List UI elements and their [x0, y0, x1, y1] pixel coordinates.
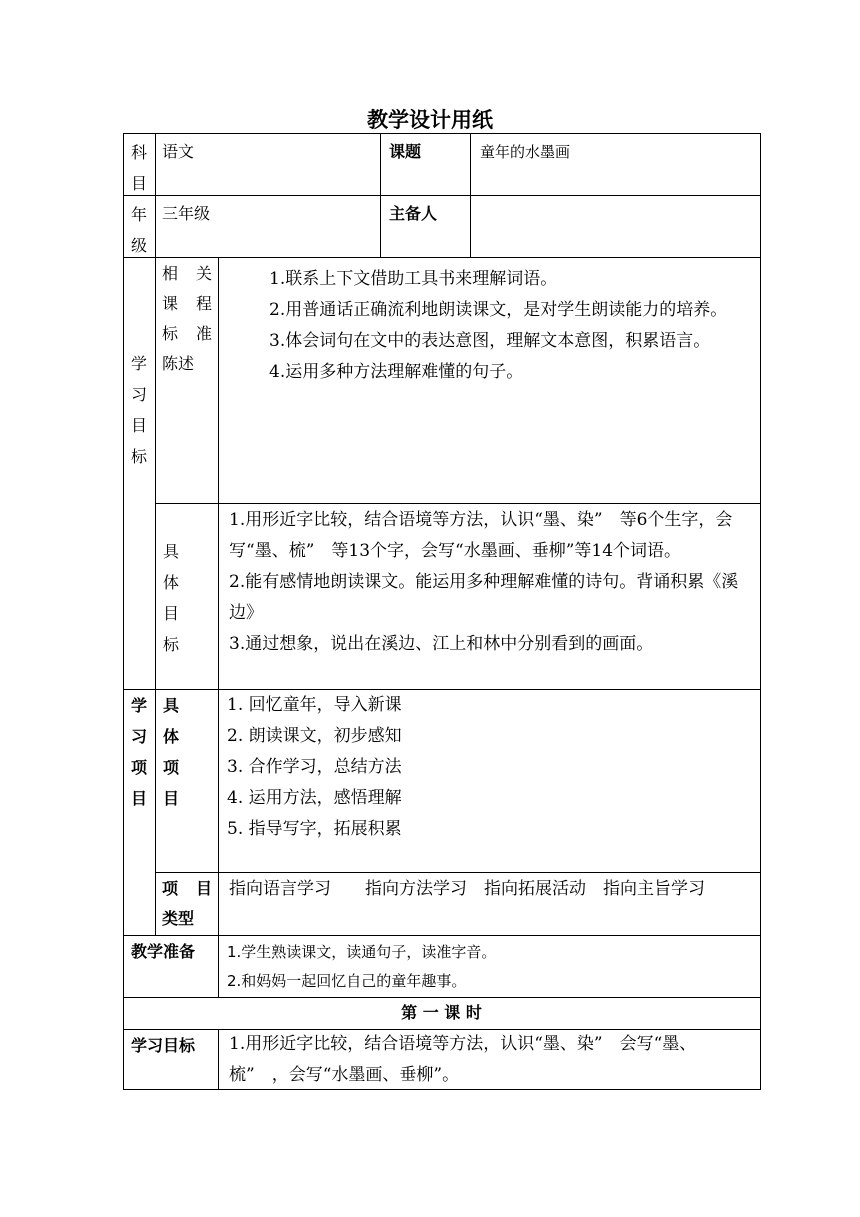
learning-projects-label: 学 习 项 目 [130, 696, 147, 808]
project-types: 指向语言学习 指向方法学习 指向拓展活动 指向主旨学习 [229, 879, 705, 899]
subject-label: 科 目 [130, 143, 147, 193]
project-item: 3. 合作学习，总结方法 [227, 757, 402, 777]
project-list [227, 690, 402, 845]
project-item: 4. 运用方法，感悟理解 [227, 788, 402, 808]
preparer-label: 主备人 [389, 204, 438, 223]
grade-value: 三年级 [162, 204, 211, 223]
specific-goals-label: 具 体 目 标 [162, 542, 179, 654]
project-item: 5. 指导写字，拓展积累 [227, 819, 402, 839]
project-item: 2. 朗读课文，初步感知 [227, 726, 402, 746]
project-item: 1. 回忆童年，导入新课 [227, 695, 402, 715]
document-title: 教学设计用纸 [367, 108, 493, 132]
learning-goals-label: 学 习 目 标 [130, 354, 147, 466]
specific-goal-item: 1.用形近字比较，结合语境等方法，认识“墨、染” 等6个生字，会写“墨、梳” 等13个字，会写“水墨画、垂柳”等14个词语。 [229, 510, 733, 561]
lesson-goal-label: 学习目标 [131, 1036, 196, 1055]
standards-list [229, 264, 755, 388]
standards-label: 相 关 课 程 标 准 陈述 [162, 264, 212, 373]
preparation-label: 教学准备 [131, 942, 196, 961]
standard-item: 2.用普通话正确流利地朗读课文，是对学生朗读能力的培养。 [269, 300, 728, 320]
specific-goal-item: 3.通过想象，说出在溪边、江上和林中分别看到的画面。 [229, 634, 654, 654]
standard-item: 4.运用多种方法理解难懂的句子。 [269, 362, 524, 382]
topic-value: 童年的水墨画 [480, 143, 571, 161]
topic-label: 课题 [389, 142, 422, 161]
subject-value: 语文 [162, 142, 195, 161]
preparation-item: 1.学生熟读课文，读通句子，读准字音。 [227, 943, 497, 961]
preparation-item: 2.和妈妈一起回忆自己的童年趣事。 [227, 972, 467, 990]
lesson-goal-text: 1.用形近字比较，结合语境等方法，认识“墨、染” 会写“墨、梳” ，会写“水墨画、垂柳”。 [229, 1034, 697, 1085]
grade-label: 年 级 [130, 205, 147, 255]
lesson-heading: 第 一 课 时 [401, 1003, 482, 1022]
specific-projects-label: 具 体 项 目 [162, 696, 179, 808]
specific-goals-list [229, 505, 755, 660]
standard-item: 3.体会词句在文中的表达意图，理解文本意图，积累语言。 [269, 331, 711, 351]
specific-goal-item: 2.能有感情地朗读课文。能运用多种理解难懂的诗句。背诵积累《溪边》 [229, 572, 739, 623]
project-type-label: 项 目 类型 [162, 879, 212, 928]
standard-item: 1.联系上下文借助工具书来理解词语。 [269, 269, 558, 289]
